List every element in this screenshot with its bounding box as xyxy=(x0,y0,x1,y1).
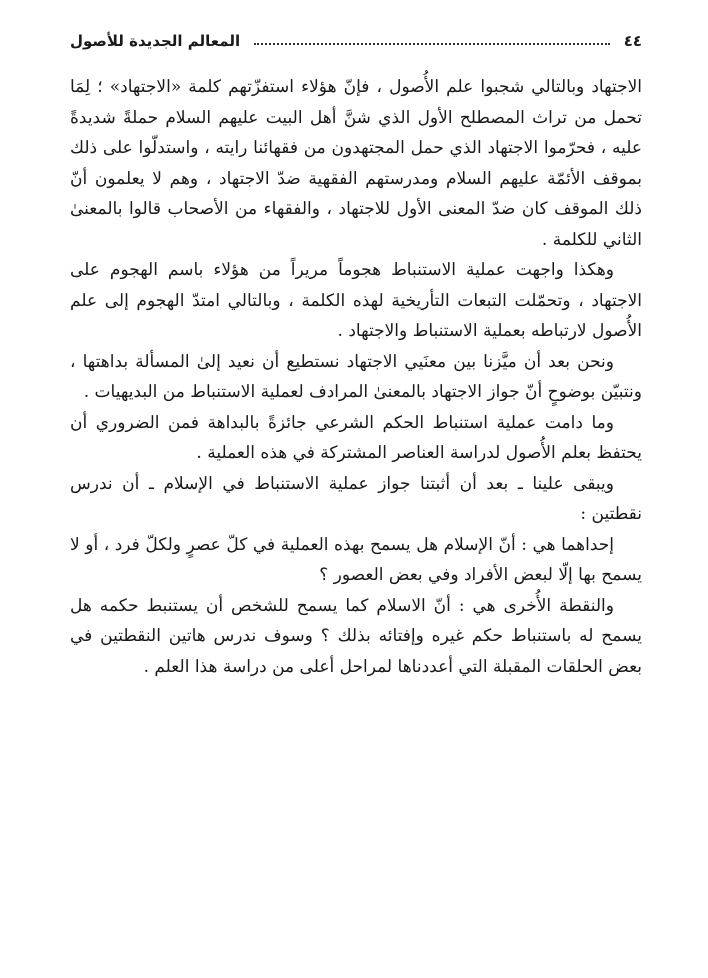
paragraph-2: وهكذا واجهت عملية الاستنباط هجوماً مريراً من هؤلاء باسم الهجوم على الاجتهاد ، وتحمّلت التبعات التأريخية لهذه الكلمة ، وبالتالي امتدّ الهجوم إلى علم الأُصول لارتباطه بعملية الاستنباط والاجتهاد . xyxy=(70,260,642,341)
book-page xyxy=(70,26,642,682)
paragraph-1: الاجتهاد وبالتالي شجبوا علم الأُصول ، فإنّ هؤلاء استفزّتهم كلمة «الاجتهاد» ؛ لِمَا تحمل من تراث المصطلح الأول الذي شنَّ أهل البيت عليهم السلام حملةً شديدةً عليه ، فحرّموا الاجتهاد الذي حمل المجتهدون من فقهائنا رايته ، واستدلّوا على ذلك بموقف الأئمّة عليهم السلام ومدرستهم الفقهية ضدّ الاجتهاد ، وهم لا يعلمون أنّ ذلك الموقف كان ضدّ المعنى الأول للاجتهاد ، والفقهاء من الأصحاب قالوا بالمعنىٰ الثاني للكلمة . xyxy=(70,77,642,250)
running-header xyxy=(70,26,642,56)
paragraph-4: وما دامت عملية استنباط الحكم الشرعي جائزةً بالبداهة فمن الضروري أن يحتفظ بعلم الأُصول لدراسة العناصر المشتركة في هذه العملية . xyxy=(70,412,642,463)
page-number: ٤٤ xyxy=(623,32,642,50)
paragraph-6: إحداهما هي : أنّ الإسلام هل يسمح بهذه العملية في كلّ عصرٍ ولكلّ فرد ، أو لا يسمح بها إلّا لبعض الأفراد وفي بعض العصور ؟ xyxy=(70,534,642,585)
paragraph-3: ونحن بعد أن ميَّزنا بين معنَيي الاجتهاد نستطيع أن نعيد إلىٰ المسألة بداهتها ، ونتبيّن بوضوحٍ أنّ جواز الاجتهاد بالمعنىٰ المرادف لعملية الاستنباط من البديهيات . xyxy=(70,351,642,402)
page-body xyxy=(70,72,642,682)
book-title: المعالم الجديدة للأصول xyxy=(70,32,241,50)
paragraph-7: والنقطة الأُخرى هي : أنّ الاسلام كما يسمح للشخص أن يستنبط حكمه هل يسمح له باستنباط حكم غيره وإفتائه بذلك ؟ وسوف ندرس هاتين النقطتين في بعض الحلقات المقبلة التي أعددناها لمراحل أعلى من دراسة هذا العلم . xyxy=(70,595,642,677)
header-dotted-leader xyxy=(254,43,610,45)
paragraph-5: ويبقى علينا ـ بعد أن أثبتنا جواز عملية الاستنباط في الإسلام ـ أن ندرس نقطتين : xyxy=(70,473,642,524)
